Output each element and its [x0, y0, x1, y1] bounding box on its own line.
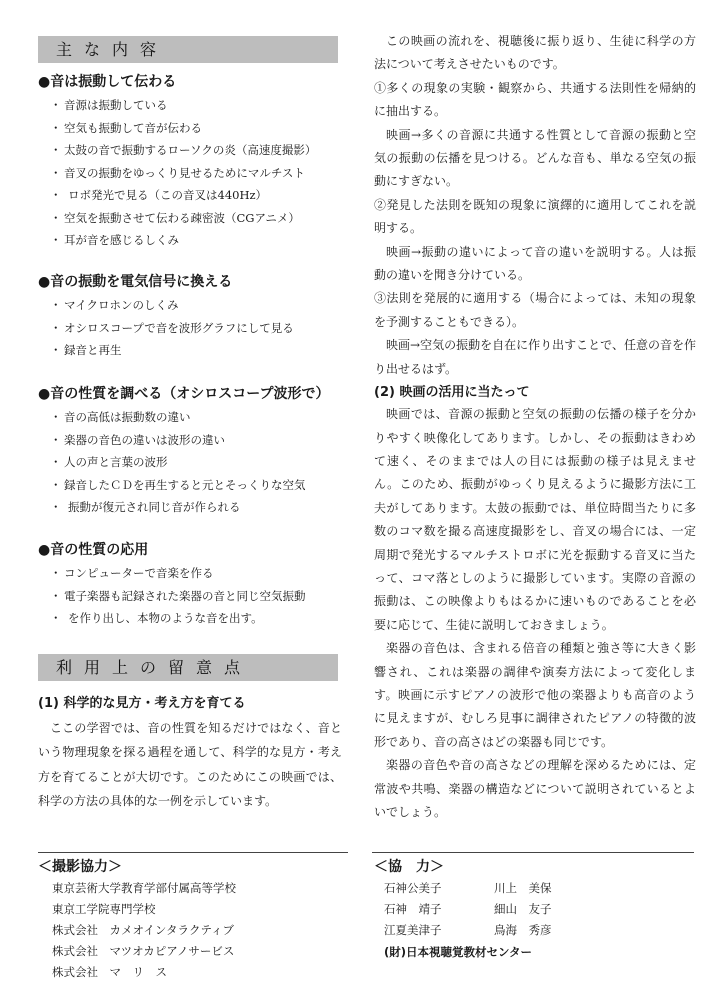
bullet-list [38, 294, 342, 362]
paragraph-film-3: 映画→空気の振動を自在に作り出すことで、任意の音を作り出せるはず。 [374, 338, 696, 376]
paragraph-point-2: ②発見した法則を既知の現象に演繹的に適用してこれを説明する。 [374, 197, 696, 236]
list-item: ・ マイクロホンのしくみ [54, 294, 342, 317]
list-item: ・ 太鼓の音で振動するローソクの炎（高速度撮影） [54, 139, 342, 162]
block-heading: ●音は振動して伝わる [38, 74, 177, 90]
bullet-list [38, 562, 342, 630]
list-item: 東京芸術大学教育学部付属高等学校 [52, 881, 236, 895]
divider [38, 852, 348, 853]
paragraph-intro: この映画の流れを、視聴後に振り返り、生徒に科学の方法について考えさせたいものです。 [374, 34, 696, 72]
list-item: ・ 空気を振動させて伝わる疎密波（CGアニメ） [54, 207, 342, 230]
paragraph-point-3: ③法則を発展的に適用する（場合によっては、未知の現象を予測することもできる）。 [374, 291, 696, 329]
paragraph-point-1: ①多くの現象の実験・観察から、共通する法則性を帰納的に抽出する。 [374, 80, 696, 119]
content-block-2 [38, 272, 342, 362]
content-block-4 [38, 540, 342, 630]
content-block-1 [38, 72, 342, 252]
list-item-continuation: ・ 振動が復元され同じ音が作られる [54, 496, 342, 519]
names-grid [374, 878, 694, 941]
list-item-continuation: ・ を作り出し、本物のような音を出す。 [54, 607, 342, 630]
block-heading: ●音の性質の応用 [38, 542, 149, 558]
paragraph: 楽器の音色は、含まれる倍音の種類と強さ等に大きく影響され、これは楽器の調律や演奏方法によって変化します。映画に示すピアノの波形で他の楽器よりも高音のように見えますが、むしろ見事に調律されたピアノの特徴的波形であり、音の高さはどの楽器も同じです。 [374, 641, 696, 749]
person-name: 川上 美保 [494, 881, 552, 895]
organization-name: (財)日本視聴覚教材センター [384, 945, 533, 959]
list-item: ・ オシロスコープで音を波形グラフにして見る [54, 317, 342, 340]
list-item: ・ コンピューターで音楽を作る [54, 562, 342, 585]
credits-list [38, 878, 348, 983]
person-name: 細山 友子 [494, 902, 552, 916]
list-item-continuation: ・ ロボ発光で見る（この音叉は440Hz） [54, 184, 342, 207]
paragraph: 映画では、音源の振動と空気の振動の伝播の様子を分かりやすく映像化してあります。しかし、その振動はきわめて速く、そのままでは人の目には振動の様子は見えません。このため、振動がゆっくり見えるように撮影方法に工夫がしてあります。太鼓の振動では、単位時間当たりに多数のコマ数を撮る高速度撮影をし、音叉の場合には、一定周期で発光するマルチストロボに光を振動する音叉に当たって、コマ落としのように撮影しています。実際の音源の振動は、この映像よりもはるかに速いものであることを必要に応じて、生徒に説明しておきましょう。 [374, 407, 696, 632]
content-block-3 [38, 384, 342, 519]
credits-title: ＜協 力＞ [374, 859, 444, 875]
subsection-heading: (1) 科学的な見方・考え方を育てる [38, 696, 246, 711]
person-name: 江夏美津子 [384, 923, 442, 937]
list-item: 東京工学院専門学校 [52, 902, 156, 916]
section-header-notes: 利用上の留意点 [38, 654, 338, 681]
list-item: ・ 空気も振動して音が伝わる [54, 117, 342, 140]
list-item: ・ 音叉の振動をゆっくり見せるためにマルチスト [54, 162, 342, 185]
list-item: ・ 録音と再生 [54, 339, 342, 362]
paragraph-film-1: 映画→多くの音源に共通する性質として音源の振動と空気の振動の伝播を見つける。どんな音も、単なる空気の振動にすぎない。 [374, 127, 696, 189]
list-item: ・ 音源は振動している [54, 94, 342, 117]
list-item: 株式会社 カメオインタラクティブ [52, 923, 235, 937]
paragraph-film-2: 映画→振動の違いによって音の違いを説明する。人は振動の違いを聞き分けている。 [374, 244, 696, 283]
bullet-list [38, 94, 342, 252]
list-item: 株式会社 マ リ ス [52, 965, 167, 979]
subsection-heading: (2) 映画の活用に当たって [374, 385, 530, 401]
person-name: 石神 靖子 [384, 902, 442, 916]
divider [372, 852, 694, 853]
credits-cooperation [374, 858, 694, 963]
list-item: ・ 耳が音を感じるしくみ [54, 229, 342, 252]
credits-shooting [38, 858, 348, 983]
paragraph: 楽器の音色や音の高さなどの理解を深めるためには、定常波や共鳴、楽器の構造などについて説明されているとよいでしょう。 [374, 758, 696, 819]
credits-title: ＜撮影協力＞ [38, 859, 122, 875]
list-item: ・ 録音したＣＤを再生すると元とそっくりな空気 [54, 474, 342, 497]
block-heading: ●音の振動を電気信号に換える [38, 274, 233, 290]
block-heading: ●音の性質を調べる（オシロスコープ波形で） [38, 386, 330, 402]
bullet-list [38, 406, 342, 519]
right-column [374, 30, 696, 824]
list-item: ・ 人の声と言葉の波形 [54, 451, 342, 474]
list-item: ・ 楽器の音色の違いは波形の違い [54, 429, 342, 452]
person-name: 鳥海 秀彦 [494, 923, 552, 937]
list-item: 株式会社 マツオカピアノサービス [52, 944, 235, 958]
list-item: ・ 電子楽器も記録された楽器の音と同じ空気振動 [54, 585, 342, 608]
notes-sub1 [38, 694, 342, 814]
paragraph: ここの学習では、音の性質を知るだけではなく、音という物理現象を探る過程を通して、科学的な見方・考え方を育てることが大切です。このためにこの映画では、科学の方法の具体的な一例を示しています。 [38, 721, 342, 809]
list-item: ・ 音の高低は振動数の違い [54, 406, 342, 429]
section-header-main: 主な内容 [38, 36, 338, 63]
person-name: 石神公美子 [384, 881, 442, 895]
